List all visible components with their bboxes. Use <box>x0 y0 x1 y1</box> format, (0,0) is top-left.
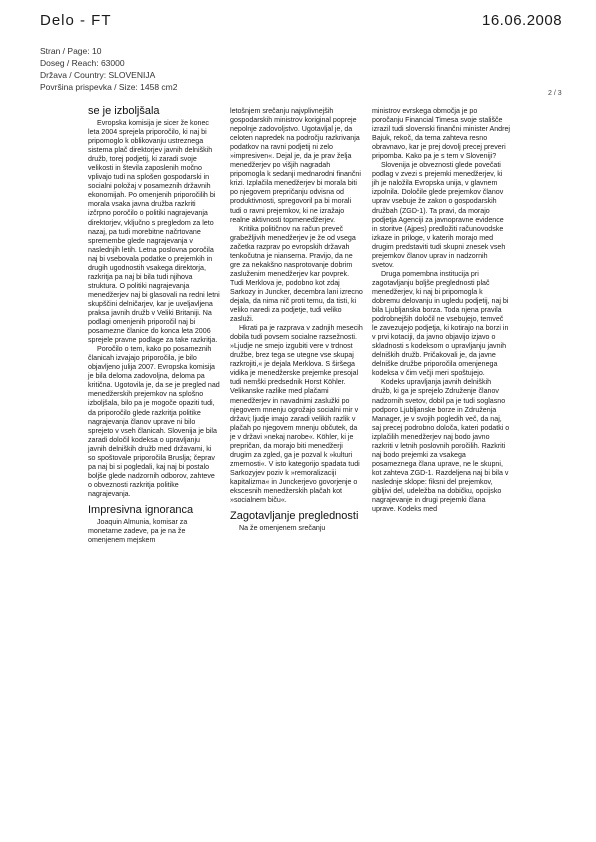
meta-country: Država / Country: SLOVENIJA <box>40 70 156 80</box>
paragraph: letošnjem srečanju najvplivnejših gospodarskih ministrov koriginal popreje nepolnje zadovoljstvo. Ugotavljal je, da celoten napredek na področju razkrivanja podatkov na ravni podjetij ni zelo »impresiven«. Dejal je, da je prav želja menedžerjev po višjih nagradah pripomogla k sedanji mednarodni finančni krizi. Izplačila menedžerjev bi morala biti po njegovem prepričanju odvisna od produktivnosti, spregovoril pa bi morali tudi o ravni prejemkov, ki ne izražajo realne aktivnosti topmenedžerjev. <box>230 107 361 224</box>
section-heading: se je izboljšala <box>88 105 160 117</box>
publication-name: Delo - FT <box>40 12 112 29</box>
article-column-1 <box>88 105 220 545</box>
page-of: 2 / 3 <box>548 90 562 97</box>
article-column-2 <box>230 107 363 533</box>
section-heading: Zagotavljanje preglednosti <box>230 510 359 523</box>
paragraph: Poročilo o tem, kako po posameznih članicah izvajajo priporočila, je bilo objavljeno julija 2007. Evropska komisija je bila deloma zadovoljna, deloma pa kritična. Ugotovila je, da se je pregled nad menedžerskih prejemkov na splošno izboljšala, bilo pa je mogoče opaziti tudi, da priporočilo glede razkritja politike nagrajevanja članov uprave ni bilo sprejeto v vseh članicah. Slovenija je bila zaradi določil kodeksa o upravljanju javnih delniških družb med državami, ki so spoštovale priporočila Bruslja; čeprav pa naj bi si pogledali, kaj naj bi postalo boljše glede nadzornih odborov, zahteve o obveznosti razkritja politike nagrajevanja. <box>88 345 220 498</box>
article-column-3 <box>372 107 510 514</box>
paragraph: Hkrati pa je razprava v zadnjih mesecih dobila tudi povsem socialne razsežnosti. »Ljudje ne smejo izgubiti vere v trdnost družbe, brez tega se utegne vse skupaj razkrojiti,« je dejala Merklova. S širšega vidika je menedžerske prejemke presojal tudi nemški predsednik Horst Köhler. Velikanske razlike med plačami menedžerjev in navadnimi zaslužki po njegovem mnenju ogrožajo socialni mir v državi; ljudje imajo zaradi velikih razlik v plačah po njegovem mnenju občutek, da je v državi »nekaj narobe«. Köhler, ki je prepričan, da morajo biti menedžerji drugim za zgled, ga je pozval k »kulturi zmernosti«. V isto kategorijo spadata tudi Sarkozyjev poziv k »remoralizaciji kapitalizma« in Junckerjevo govorjenje o ekscesnih menedžerskih plačah kot »socialnem biču«. <box>230 324 363 505</box>
paragraph: Slovenija je obveznosti glede povečati podlag v zvezi s prejemki menedžerjev, ki jih je naložila Evropska unija, v glavnem izpolnila. Določile glede prejemkov članov uprav vsebuje že zakon o gospodarskih družbah (ZGD-1). Ta pravi, da morajo podjetja Agenciji za javnopravne evidence in storitve (Ajpes) predložiti računovodske izkaze in priloge, v katerih morajo med drugim predstaviti tudi skupni znesek vseh prejemkov članov uprav in nadzornih svetov. <box>372 161 506 269</box>
paragraph: Kodeks upravljanja javnih delniških družb, ki ga je sprejelo Združenje članov nadzornih svetov, dobil pa je tudi soglasno podporo Ljubljanske borze in Združenja Manager, je v svojih pogledih več, da naj, saj precej podrobno določa, kateri podatki o izplačilih menedžerjev naj bodo javno razkriti v letnih poslovnih poročilih. Razkriti naj bodo prejemki za vsakega posameznega člana uprave, ne le skupni, kot zahteva ZGD-1. Razdeljena naj bi bila v naslednje sklope: fiksni del prejemkov, gibljivi del, udeležba na dobičku, opcijsko nagrajevanje in drugi prejemki člana uprave. Kodeks med <box>372 378 510 514</box>
meta-size: Površina prispevka / Size: 1458 cm2 <box>40 82 178 92</box>
publication-date: 16.06.2008 <box>482 12 563 29</box>
paragraph: ministrov evrskega območja je po poročanju Financial Timesa svoje stališče izrazil tudi slovenski finančni minister Andrej Bajuk, rekoč, da tema zahteva resno obravnavo, kar je prej dovolj precej preveri pripomba. Kako pa je s tem v Sloveniji? <box>372 107 510 161</box>
meta-page: Stran / Page: 10 <box>40 46 102 56</box>
paragraph: Evropska komisija je sicer že konec leta 2004 sprejela priporočilo, ki naj bi pripomoglo k oblikovanju ustreznega sistema plač direktorjev javnih delniških družb, torej podjetij, ki zaradi svoje velikosti in števila zaposlenih močno vplivajo tudi na splošen gospodarski in socialni položaj v posameznih državnih ekonomijah. Po omenjenih priporočilih bi morala vsaka javna družba razkriti izčrpno poročilo o politiki nagrajevanja direktorjev, vključno s pregledom za leto nazaj, pa tudi morebitne načrtovane spremembe glede nagrajevanja v naslednjih letih. Letna poslovna poročila naj bi vsebovala podatke o prejemkih in drugih ugodnostih vsakega direktorja, razkritja pa naj bi bila tudi njihova struktura. O politiki nagrajevanja menedžerjev naj bi glasovali na redni letni skupščini delničarjev, kar je uveljavljena praksa javnih družb v Veliki Britaniji. Na podlagi omenjenih priporočil naj bi posamezne članice do konca leta 2006 sprejele pravne podlage za take razkritja. <box>88 119 220 345</box>
paragraph: Joaquin Almunia, komisar za monetarne zadeve, pa je na že omenjenem mejskem <box>88 517 188 545</box>
paragraph: Na že omenjenem srečanju <box>239 524 326 533</box>
section-heading: Impresivna ignoranca <box>88 503 194 516</box>
paragraph: Druga pomembna institucija pri zagotavljanju boljše preglednosti plač menedžerjev, ki naj bi pripomogla k dobremu delovanju in ugledu podjetij, naj bi bila Ljubljanska borza. Toda njena pravila podrobnejših določil ne vsebujejo, temveč le zavezujejo podjetja, ki kotirajo na borzi in v prvi kotaciji, da javno objavijo izjavo o skladnosti s kodeksom o upravljanju javnih delniških družb. Pričakovali je, da javne delniške družbe priporočila omenjenega kodeksa v čim večji meri spoštujejo. <box>372 269 509 378</box>
paragraph: Kritika političnov na račun preveč grabežljivih menedžerjev je že od vsega začetka razprav po evropskih državah tenkočutna je nianserna. Pravijo, da ne gre za nekakšno nasprotovanje dobrim zasluženim menedžerjev kar povprek. Tudi Merklova je, podobno kot zdaj Sarkozy in Juncker, decembra lani izrecno dejala, da nima nič proti temu, da tisti, ki veliko naredi za podjetje, tudi veliko zasluži. <box>230 224 363 324</box>
meta-reach: Doseg / Reach: 63000 <box>40 58 125 68</box>
